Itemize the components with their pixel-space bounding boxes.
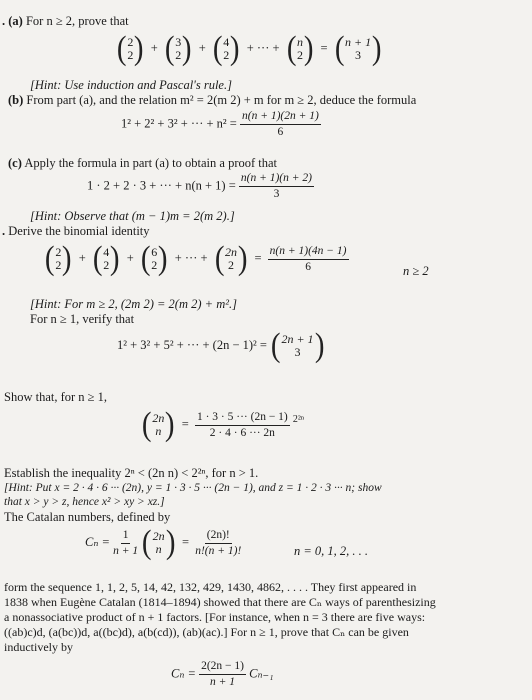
prob3-text: For n ≥ 1, verify that [30,312,135,326]
part-c-lhs: 1 · 2 + 2 · 3 + ··· + n(n + 1) = [87,178,236,193]
prob4-equation: ( 2n n ) = $\frac{1 \cdot 3 \cdot 5 \cdot\cdot\cdot (2n - 1)}{2 \cdot 4 \cdot 6 \cdot\cdot\cdot 2n}$ $^{2^{2n}}$ [141,406,305,443]
part-c-equation [87,172,314,201]
binom-term-2: ( 3 2 ) [164,30,192,67]
binom-term-1: ( 2 2 ) [116,30,144,67]
prob3-binom: ( 2n + 1 3 ) [270,327,325,364]
prob2-binom-1: ( 2 2 ) [44,240,72,277]
prob2-hint: [Hint: For m ≥ 2, (2m 2) = 2(m 2) + m².] [30,297,237,311]
prob6-rec-tail: Cₙ₋₁ [249,666,274,681]
prob4-fraction: $\frac{1 \cdot 3 \cdot 5 \cdot\cdot\cdot (2n - 1)}{2 \cdot 4 \cdot 6 \cdot\cdot\cdot 2n}$ [196,410,288,439]
part-b-label: (b) [8,93,24,107]
prob2-binom-2: ( 4 2 ) [92,240,120,277]
prob2-text: Derive the binomial identity [8,224,150,238]
prob2-line [2,224,150,238]
part-a-text: For n ≥ 2, prove that [25,14,129,28]
prob6-para-3: a nonassociative product of n + 1 factors. [For instance, when n = 3 there are five ways: [4,610,426,624]
prob6-definition: Cₙ = $\frac{1}{n + 1}$ ( 2n n ) = $\frac{(2n)!}{n!(n + 1)!}$ [85,524,242,561]
binom-term-n: ( n 2 ) [286,30,314,67]
prob6-fraction-2: $\frac{(2n)!}{n!(n + 1)!}$ [195,528,242,557]
prob2-marker: . [2,224,6,238]
prob6-para-2: 1838 when Eugène Catalan (1814–1894) showed that there are Cₙ ways of parenthesizing [4,595,436,609]
binom-rhs: ( n + 1 3 ) [334,30,382,67]
prob6-range: n = 0, 1, 2, . . . [294,544,369,558]
prob2-condition: n ≥ 2 [403,264,429,278]
prob6-para-4: ((ab)c)d, (a(bc))d, a((bc)d), a(b(cd)), (ab)(ac).] For n ≥ 1, prove that Cₙ can be given [4,625,409,639]
part-b-fraction: $\frac{n(n + 1)(2n + 1)}{6}$ [241,110,319,138]
part-b-text: From part (a), and the relation m² = 2(m 2) + m for m ≥ 2, deduce the formula [26,93,417,107]
part-a-marker: . (a) [2,14,23,28]
prob2-binom-3: ( 6 2 ) [140,240,168,277]
prob5-hint-2: that x > y > z, hence x² > xy > xz.] [4,496,165,508]
prob6-rec-fraction: $\frac{2(2n - 1)}{n + 1}$ [201,660,244,688]
prob5-text: Establish the inequality 2ⁿ < (2n n) < 2²ⁿ, for n > 1. [4,466,259,480]
prob4-text: Show that, for n ≥ 1, [4,390,108,404]
prob6-intro: The Catalan numbers, defined by [4,510,171,524]
prob4-power: 2²ⁿ [292,413,305,425]
part-c-hint: [Hint: Observe that (m − 1)m = 2(m 2).] [30,209,235,223]
prob2-fraction: $\frac{n(n + 1)(4n - 1)}{6}$ [269,244,347,273]
prob3-lhs: 1² + 3² + 5² + ··· + (2n − 1)² = [117,337,267,352]
prob4-binom: ( 2n n ) [141,406,175,443]
part-b-equation [121,110,321,139]
part-c-line [8,156,277,170]
prob6-para-1: form the sequence 1, 1, 2, 5, 14, 42, 132, 429, 1430, 4862, . . . . They first appeared in [4,580,417,594]
part-a-line [2,14,129,28]
prob6-recurrence [171,660,273,689]
prob5-hint-1: [Hint: Put x = 2 · 4 · 6 ··· (2n), y = 1 · 3 · 5 ··· (2n − 1), and z = 1 · 2 · 3 ··· n; show [4,482,382,494]
prob6-fraction-1: $\frac{1}{n + 1}$ [113,528,139,557]
prob6-binom: ( 2n n ) [142,524,176,561]
prob2-equation: ( 2 2 ) + ( 4 2 ) + ( 6 2 ) + ··· + ( 2n 2 ) = $\frac{n(n + 1)(4n - 1)}{6}$ [44,240,347,277]
prob6-para-5: inductively by [4,640,73,654]
part-a-hint: [Hint: Use induction and Pascal's rule.] [30,78,232,92]
part-a-equation: ( 2 2 ) + ( 3 2 ) + ( 4 2 ) + ··· + ( n 2 ) = ( n + 1 3 ) [116,30,382,67]
part-c-fraction: $\frac{n(n + 1)(n + 2)}{3}$ [240,172,312,200]
prob3-equation [117,327,325,364]
part-c-text: Apply the formula in part (a) to obtain a proof that [24,156,278,170]
part-b-lhs: 1² + 2² + 3² + ··· + n² = [121,116,237,131]
part-b-line [8,93,416,107]
prob6-lhs: Cₙ = [85,534,110,549]
binom-term-3: ( 4 2 ) [212,30,240,67]
part-c-label: (c) [8,156,22,170]
prob2-binom-n: ( 2n 2 ) [214,240,248,277]
prob6-rec-lhs: Cₙ = [171,666,196,681]
